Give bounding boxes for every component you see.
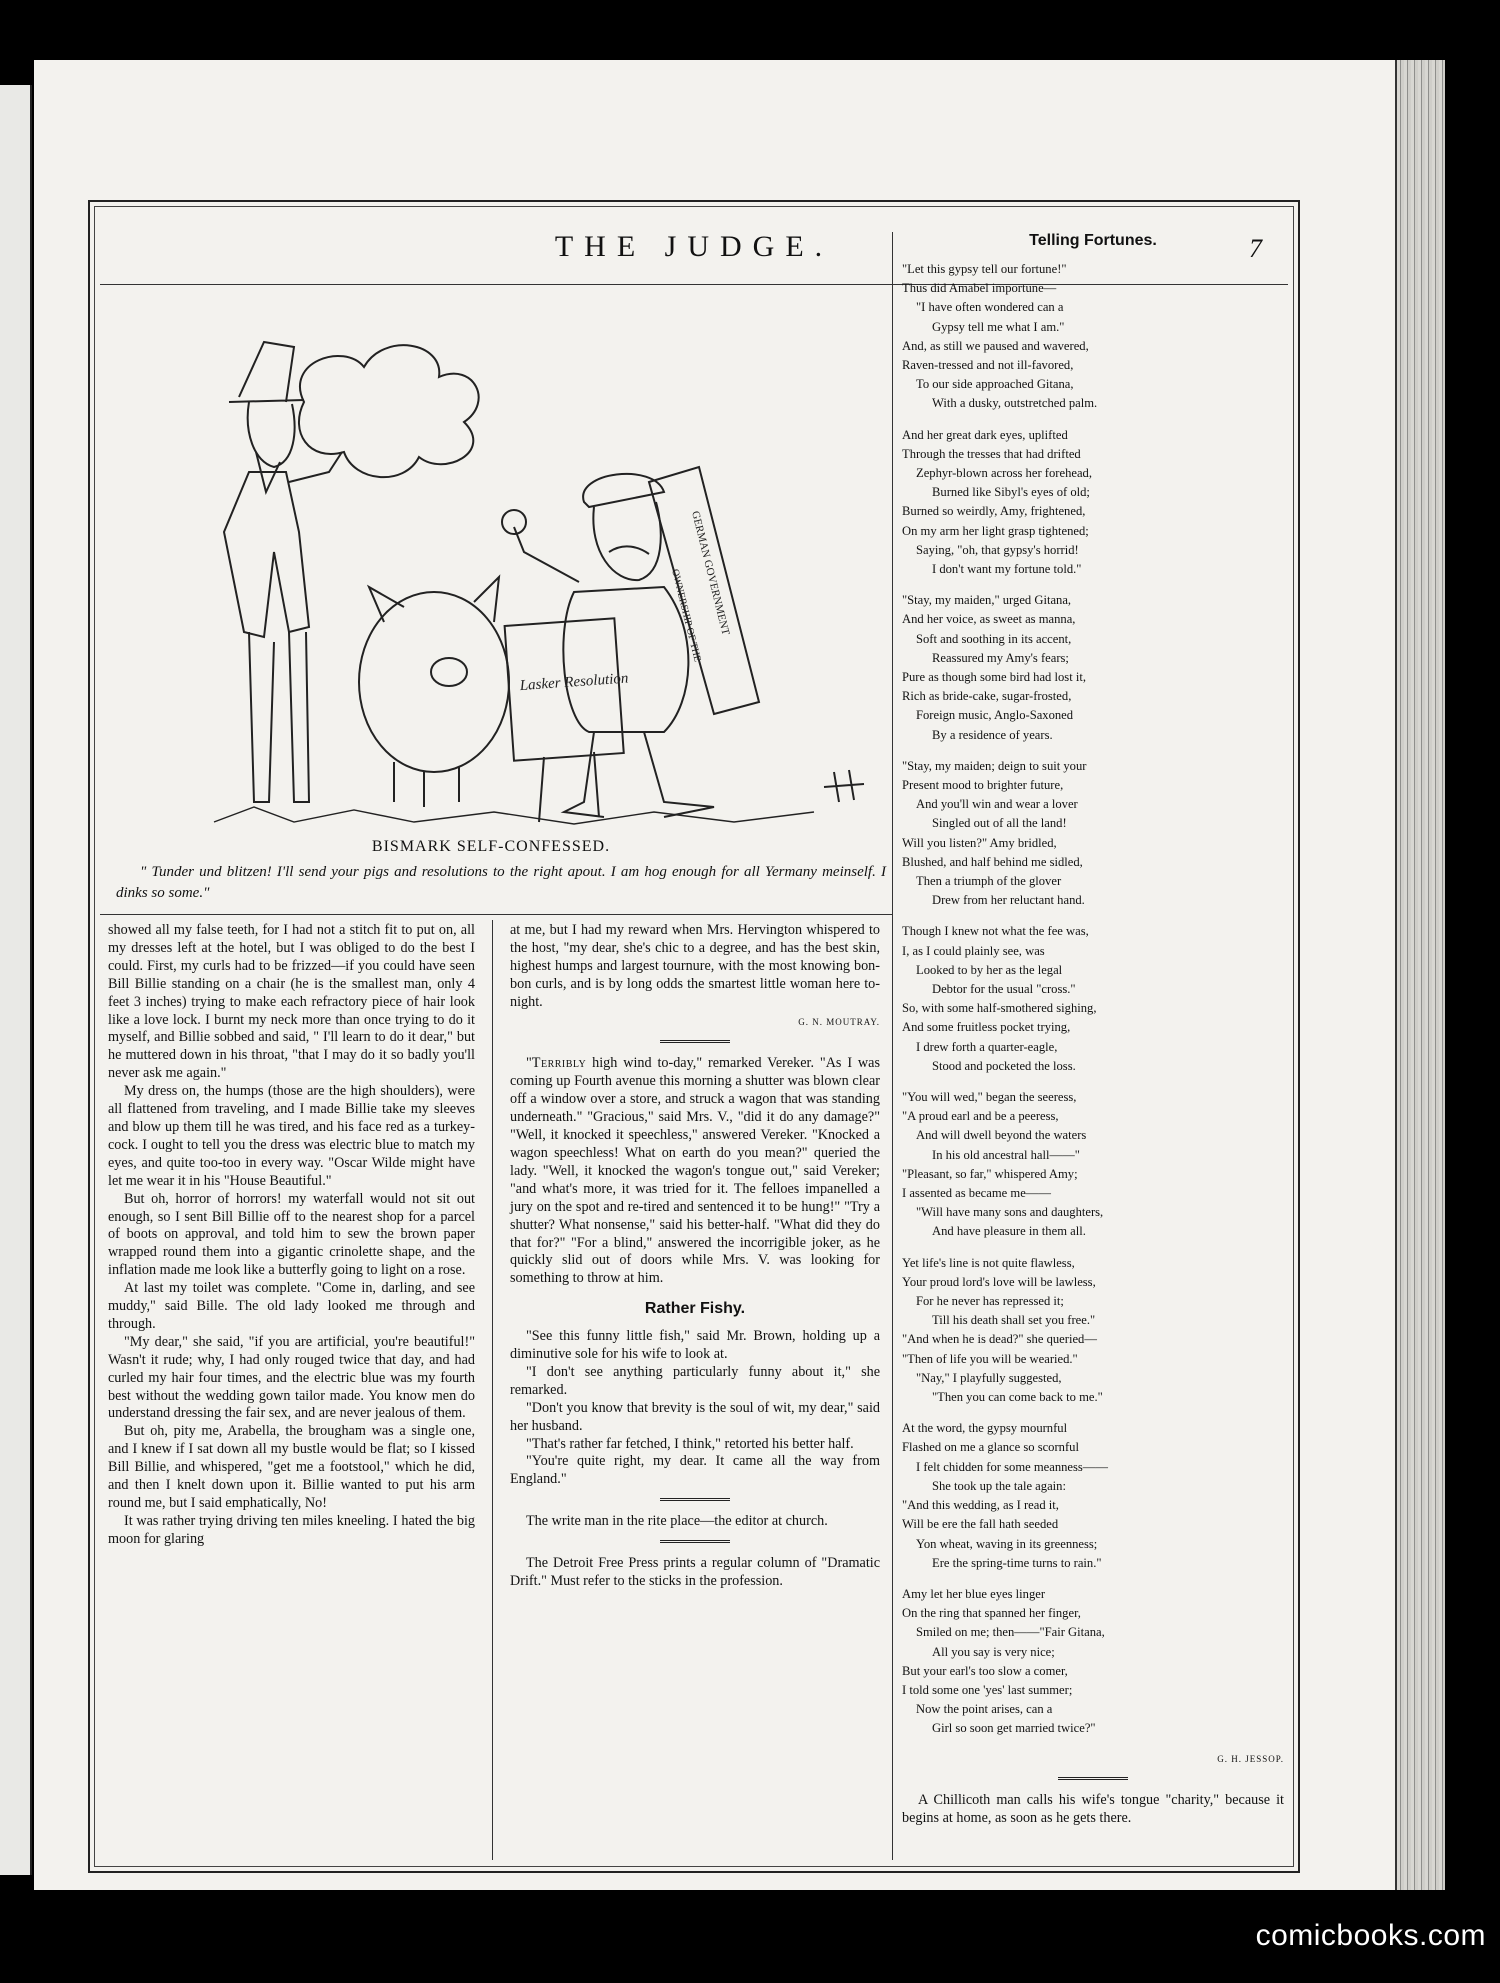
poem-line: "And this wedding, as I read it, xyxy=(902,1498,1059,1513)
poem-line: I assented as became me—— xyxy=(902,1186,1051,1201)
poem-line: Debtor for the usual "cross." xyxy=(932,982,1076,997)
cartoon-title: BISMARK SELF-CONFESSED. xyxy=(371,838,611,855)
poem-line: Rich as bride-cake, sugar-frosted, xyxy=(902,689,1072,704)
right-column xyxy=(902,232,1284,1828)
poem-line: "A proud earl and be a peeress, xyxy=(902,1109,1059,1124)
poem-line: Blushed, and half behind me sidled, xyxy=(902,854,1083,869)
poem-stanza xyxy=(902,591,1284,745)
poem-line: All you say is very nice; xyxy=(932,1644,1055,1659)
poem-stanza xyxy=(902,426,1284,580)
wind-lead-word: Terribly xyxy=(531,1055,587,1072)
intro-byline: G. N. MOUTRAY. xyxy=(798,1016,880,1027)
signature-mark xyxy=(824,770,864,802)
middle-intro: at me, but I had my reward when Mrs. Hervington whispered to the host, "my dear, she's chic to a degree, and has the best skin, highest humps and largest tournure, with the most knowing bon-bon curls, and is by long odds the smartest little woman here to-night. xyxy=(510,922,880,1010)
poem-line: "Then you can come back to me." xyxy=(932,1390,1103,1405)
poem-line: "You will wed," began the seeress, xyxy=(902,1090,1077,1105)
poem-line: Through the tresses that had drifted xyxy=(902,446,1081,461)
page-frame xyxy=(88,200,1300,1873)
fishy-paragraph: "Don't you know that brevity is the soul of wit, my dear," said her husband. xyxy=(510,1399,880,1434)
poem-line: I don't want my fortune told." xyxy=(932,561,1082,576)
wind-story-text: high wind to-day," remarked Vereker. "As I was coming up Fourth avenue this morning a shutter was blown clear off a window over a store, and struck a wagon that was standing underneath." "Gracious," said Mrs. V., "did it do any damage?" "Well, it knocked it speechless," answered Vereker. "Knocked a wagon speechless! What on earth do you mean?" queried the lady. "Well, it knocked the wagon's tongue out," said Vereker; "and what's more, it was tried for it. The felloes impanelled a jury on the spot and re-tired and sentenced it to be hung!" "Try a shutter? What nonsense," said his better-half. "What did they do that for?" "For a blind," answered the incorrigible joker, as he quickly slid out of doors while Mrs. V. was looking for something to throw at him. xyxy=(510,1055,880,1287)
poem-line: I felt chidden for some meanness—— xyxy=(916,1459,1108,1474)
left-paragraph: But oh, horror of horrors! my waterfall would not sit out enough, so I sent Bill Billie off to the nearest shop for a parcel of boots on approval, and told him to sew the brown paper wrapped round them into a gigantic crinolette shape, and the inflation made me look like a butterfly going to light on a rose. xyxy=(108,1190,475,1279)
poem-line: By a residence of years. xyxy=(932,727,1053,742)
poem-telling-fortunes xyxy=(902,260,1284,1739)
bismarck-fist xyxy=(514,527,579,582)
poem-line: Present mood to brighter future, xyxy=(902,777,1064,792)
poem-line: Burned so weirdly, Amy, frightened, xyxy=(902,504,1086,519)
left-paragraph: "My dear," she said, "if you are artificial, you're beautiful!" Wasn't it rude; why, I had only rouged twice that day, and had curled my hair four times, and the electric blue was my fourth best without the wedding gown tailor made. You know men do understand dressing the fair sex, and are never jealous of them. xyxy=(108,1333,475,1422)
chillicoth-joke: A Chillicoth man calls his wife's tongue "charity," because it begins at home, as soon as he gets there. xyxy=(902,1792,1284,1827)
left-paragraph: showed all my false teeth, for I had not a stitch fit to put on, all my dresses left at the hotel, but I was obliged to do the best I could. First, my curls had to be frizzed—if you could have seen Bill Billie standing on a chair (he is the smallest man, only 4 feet 3 inches) trying to make each refractory piece of hair look like a love lock. I burnt my neck more than once trying to do it myself, and Billie sobbed and said, " I'll learn to do it dear," but he muttered down in his throat, "that I may do it so badly you'll never ask me again." xyxy=(108,922,475,1082)
poem-line: Amy let her blue eyes linger xyxy=(902,1586,1046,1601)
poem-line: "Stay, my maiden; deign to suit your xyxy=(902,758,1087,773)
poem-line: And, as still we paused and wavered, xyxy=(902,338,1089,353)
bismarck-head xyxy=(593,502,660,580)
pig-ears xyxy=(369,577,499,622)
pig-legs xyxy=(394,762,459,807)
poem-line: But your earl's too slow a comer, xyxy=(902,1663,1068,1678)
poem-line: And will dwell beyond the waters xyxy=(916,1128,1087,1143)
poem-line: "I have often wondered can a xyxy=(916,300,1064,315)
cartoon-caption: " Tunder und blitzen! I'll send your pigs and resolutions to the right apout. I am hog enough for all Yermany meinself. I dinks so some." xyxy=(116,864,886,901)
poem-line: She took up the tale again: xyxy=(932,1478,1066,1493)
poem-line: Flashed on me a glance so scornful xyxy=(902,1440,1079,1455)
previous-page-edge xyxy=(0,85,32,1875)
poem-line: Will you listen?" Amy bridled, xyxy=(902,835,1057,850)
fishy-paragraph: "See this funny little fish," said Mr. Brown, holding up a diminutive sole for his wife to look at. xyxy=(510,1328,880,1363)
poem-line: To our side approached Gitana, xyxy=(916,377,1074,392)
poem-line: Saying, "oh, that gypsy's horrid! xyxy=(916,542,1079,557)
poem-line: Ere the spring-time turns to rain." xyxy=(932,1555,1102,1570)
smoke-cloud xyxy=(299,345,479,477)
pig-body xyxy=(359,592,509,772)
poem-line: "Stay, my maiden," urged Gitana, xyxy=(902,593,1072,608)
separator-rule xyxy=(660,1498,730,1504)
uncle-sam-hat xyxy=(229,342,304,402)
poem-stanza xyxy=(902,1419,1284,1573)
poem-line: Reassured my Amy's fears; xyxy=(932,650,1069,665)
uncle-sam-head xyxy=(248,402,295,467)
separator-rule xyxy=(660,1040,730,1046)
column-divider-left xyxy=(492,920,493,1860)
page-stack-edge xyxy=(1395,60,1445,1890)
poem-line: Now the point arises, can a xyxy=(916,1702,1053,1717)
poem-line: Then a triumph of the glover xyxy=(916,874,1062,888)
poem-line: For he never has repressed it; xyxy=(916,1294,1064,1309)
separator-rule xyxy=(660,1540,730,1546)
poem-line: Singled out of all the land! xyxy=(932,816,1067,831)
watermark: comicbooks.com xyxy=(1255,1919,1486,1952)
press-joke: The Detroit Free Press prints a regular column of "Dramatic Drift." Must refer to the sticks in the profession. xyxy=(510,1555,880,1590)
poem-line: And her great dark eyes, uplifted xyxy=(902,427,1068,442)
poem-line: I drew forth a quarter-eagle, xyxy=(916,1039,1058,1054)
poem-line: On my arm her light grasp tightened; xyxy=(902,523,1089,538)
bismarck-mustache xyxy=(609,546,649,554)
poem-line: Foreign music, Anglo-Saxoned xyxy=(916,708,1074,723)
pig-snout xyxy=(431,658,467,686)
poem-byline: G. H. JESSOP. xyxy=(1217,1753,1284,1764)
fishy-title: Rather Fishy. xyxy=(644,1300,746,1318)
poem-line: "Pleasant, so far," whispered Amy; xyxy=(902,1166,1078,1181)
poem-line: Yet life's line is not quite flawless, xyxy=(902,1255,1075,1270)
cartoon-rule xyxy=(100,914,892,915)
poem-line: "Nay," I playfully suggested, xyxy=(916,1370,1062,1385)
cartoon-drawing xyxy=(194,302,894,862)
poem-line: "Then of life you will be wearied." xyxy=(902,1351,1078,1366)
poem-line: And some fruitless pocket trying, xyxy=(902,1020,1071,1035)
poem-line: "And when he is dead?" she queried— xyxy=(902,1332,1097,1347)
sign-text: Lasker Resolution xyxy=(519,670,629,695)
poem-line: Soft and soothing in its accent, xyxy=(916,631,1072,646)
poem-line: And you'll win and wear a lover xyxy=(916,797,1078,812)
bismarck-legs xyxy=(564,732,714,817)
poem-stanza xyxy=(902,922,1284,1076)
left-paragraph: But oh, pity me, Arabella, the brougham was a single one, and I knew if I sat down all my bustle would be flat; so I kissed Bill Billie, and whispered, "get me a footstool," which he did, and then I knelt down upon it. Billie wanted to put his arm round me, but I said emphatically, No! xyxy=(108,1423,475,1511)
fishy-paragraph: "You're quite right, my dear. It came all the way from England." xyxy=(510,1453,880,1488)
poem-line: Looked to by her as the legal xyxy=(916,962,1063,977)
scroll-text-2: OWNERSHIP OF THE xyxy=(669,568,703,663)
poem-line: I told some one 'yes' last summer; xyxy=(902,1682,1073,1697)
poem-line: And have pleasure in them all. xyxy=(932,1224,1086,1239)
poem-stanza xyxy=(902,1254,1284,1408)
left-paragraph: My dress on, the humps (those are the high shoulders), were all flattened from traveling, and I made Billie take my sleeves and blow up them till he was tired, and his face red as a turkey-cock. I ought to tell you the dress was electric blue to match my eyes, and quite too-too in every way. "Oscar Wilde might have let me wear it in his "House Beautiful." xyxy=(108,1083,475,1189)
poem-line: Pure as though some bird had lost it, xyxy=(902,669,1086,684)
poem-line: Will be ere the fall hath seeded xyxy=(902,1517,1059,1532)
poem-line: Yon wheat, waving in its greenness; xyxy=(916,1536,1098,1551)
poem-stanza xyxy=(902,757,1284,911)
poem-line: In his old ancestral hall——" xyxy=(932,1147,1080,1162)
uncle-sam-arm xyxy=(289,452,342,482)
bismarck-body xyxy=(563,587,688,732)
poem-line: Girl so soon get married twice?" xyxy=(932,1721,1096,1736)
bismarck-fist-circle xyxy=(502,510,526,534)
poem-line: Thus did Amabel importune— xyxy=(902,281,1057,296)
poem-line: "Let this gypsy tell our fortune!" xyxy=(902,261,1067,276)
poem-line: And her voice, as sweet as manna, xyxy=(902,612,1076,627)
left-paragraph: At last my toilet was complete. "Come in, darling, and see muddy," said Bille. The old lady looked me through and through. xyxy=(108,1280,475,1332)
poem-line: So, with some half-smothered sighing, xyxy=(902,1001,1097,1016)
poem-stanza xyxy=(902,1088,1284,1242)
column-divider-right xyxy=(892,232,893,1860)
poem-line: Drew from her reluctant hand. xyxy=(932,893,1085,908)
poem-line: Burned like Sibyl's eyes of old; xyxy=(932,485,1090,500)
page-number: 7 xyxy=(1249,234,1262,263)
poem-line: Gypsy tell me what I am." xyxy=(932,319,1065,334)
ground xyxy=(214,807,814,824)
poem-stanza xyxy=(902,260,1284,414)
fishy-paragraph: "I don't see anything particularly funny about it," she remarked. xyxy=(510,1363,880,1398)
poem-line: Smiled on me; then——"Fair Gitana, xyxy=(916,1625,1105,1640)
poem-line: On the ring that spanned her finger, xyxy=(902,1606,1081,1621)
scroll-text: GERMAN GOVERNMENT xyxy=(689,509,732,637)
poem-line: Your proud lord's love will be lawless, xyxy=(902,1274,1096,1289)
fishy-paragraph: "That's rather far fetched, I think," retorted his better half. xyxy=(526,1435,854,1452)
uncle-sam-coat xyxy=(224,472,309,637)
left-column xyxy=(108,922,475,1549)
poem-line: Though I knew not what the fee was, xyxy=(902,924,1089,939)
masthead-title: THE JUDGE. xyxy=(554,230,834,263)
uncle-sam-legs xyxy=(249,632,309,802)
poem-line: Stood and pocketed the loss. xyxy=(932,1058,1076,1073)
poem-line: "Will have many sons and daughters, xyxy=(916,1205,1104,1220)
wind-story: "Terribly high wind to-day," remarked Vereker. "As I was coming up Fourth avenue this morning a shutter was blown clear off a window over a store, and struck a wagon that was standing underneath." "Gracious," said Mrs. V., "did it do any damage?" "Well, it knocked it speechless," answered Vereker. "Knocked a wagon speechless! What on earth do you mean?" queried the lady. "Well, it knocked the wagon's tongue out," said Vereker; "and what's more, it was tried for it. The felloes impanelled a jury on the spot and re-tired and sentenced it to be hung!" "Try a shutter? What nonsense," said his better-half. "What did they do that for?" "For a blind," answered the incorrigible joker, as he quickly slid out of doors while Mrs. V. was looking for something to throw at him. xyxy=(510,1055,880,1287)
poem-stanza xyxy=(902,1585,1284,1739)
poem-title: Telling Fortunes. xyxy=(1029,232,1157,249)
poem-line: At the word, the gypsy mournful xyxy=(902,1421,1068,1436)
poem-line: Till his death shall set you free." xyxy=(932,1313,1096,1328)
editor-joke: The write man in the rite place—the editor at church. xyxy=(526,1513,828,1530)
cartoon-illustration xyxy=(194,302,894,862)
poem-line: I, as I could plainly see, was xyxy=(902,943,1045,958)
separator-rule xyxy=(1058,1777,1128,1783)
middle-column xyxy=(510,922,880,1591)
left-paragraph: It was rather trying driving ten miles kneeling. I hated the big moon for glaring xyxy=(108,1512,475,1547)
poem-line: With a dusky, outstretched palm. xyxy=(932,396,1098,411)
poem-line: Zephyr-blown across her forehead, xyxy=(916,465,1092,480)
poem-line: Raven-tressed and not ill-favored, xyxy=(902,357,1074,372)
